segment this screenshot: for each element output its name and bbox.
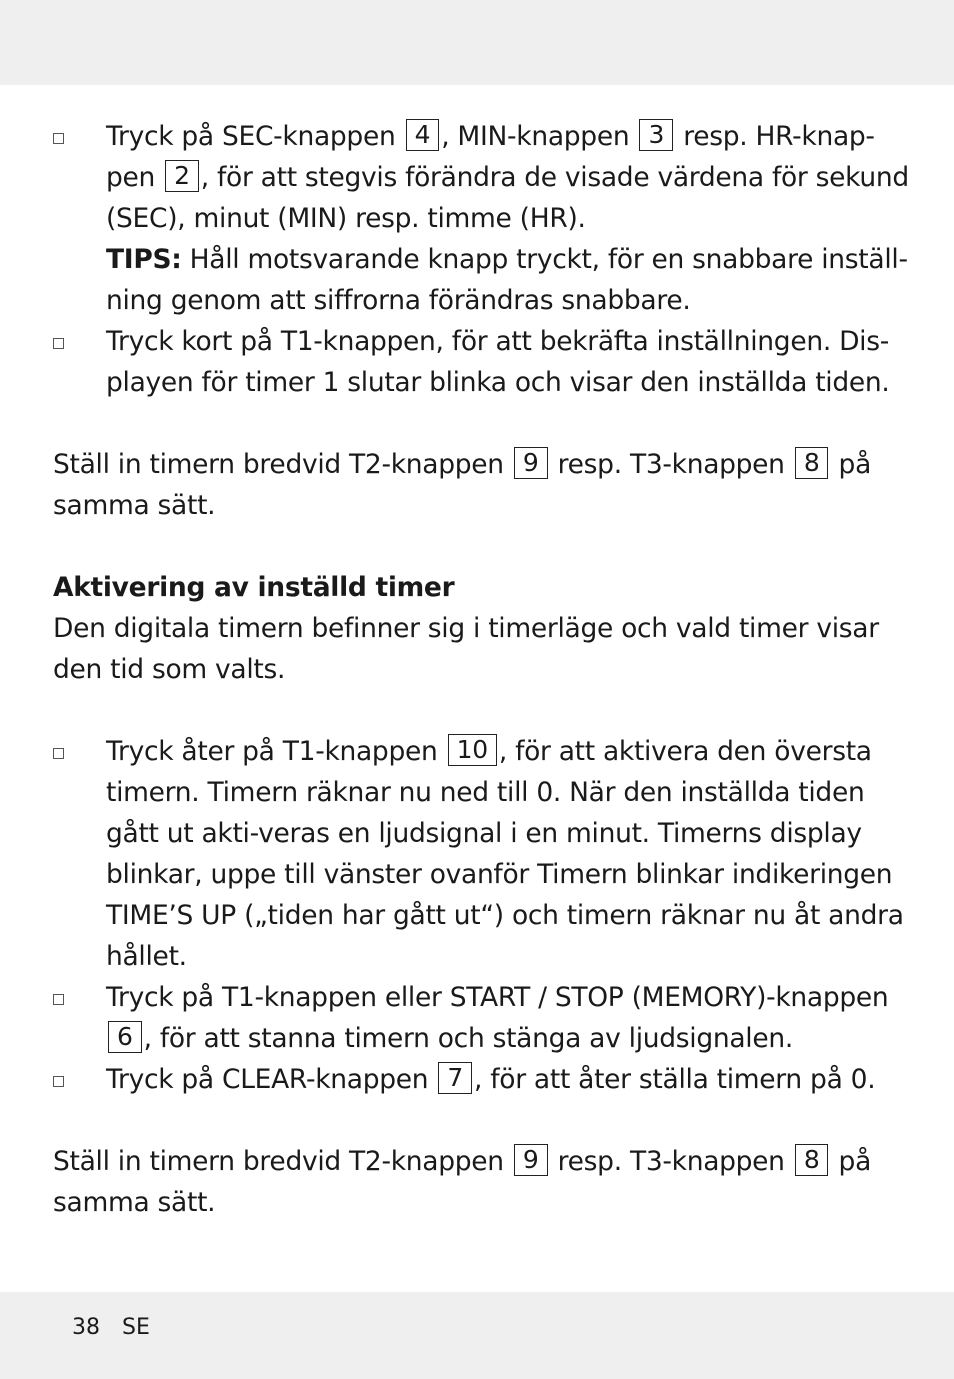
checkbox-bullet-icon [53, 133, 64, 144]
text: resp. T3-knappen [557, 1146, 785, 1177]
language-code: SE [122, 1315, 150, 1340]
list-item [53, 1059, 913, 1100]
paragraph [53, 444, 913, 526]
key-label: 4 [406, 119, 440, 151]
page-footer [72, 1315, 172, 1340]
text: resp. T3-knappen [557, 449, 785, 480]
intro-paragraph: Den digitala timern befinner sig i timerläge och vald timer visar den tid som valts. [53, 613, 879, 685]
key-label: 3 [639, 119, 673, 151]
list-item-text [106, 977, 913, 1059]
header-band [0, 0, 954, 85]
checkbox-bullet-icon [53, 338, 64, 349]
list-item-text [106, 116, 913, 239]
text: Tryck på CLEAR-knappen [106, 1064, 429, 1095]
list-item-text: Tryck kort på T1-knappen, för att bekräfta inställningen. Dis-playen för timer 1 slutar blinka och visar den inställda tiden. [106, 326, 890, 398]
text: Ställ in timern bredvid T2-knappen [53, 449, 504, 480]
page-number: 38 [72, 1315, 100, 1340]
key-label: 7 [438, 1062, 472, 1094]
key-label: 8 [795, 447, 829, 479]
text: på samma sätt. [53, 1146, 872, 1218]
text: Ställ in timern bredvid T2-knappen [53, 1146, 504, 1177]
key-label: 10 [448, 734, 497, 766]
text: på samma sätt. [53, 449, 872, 521]
text: , för att aktivera den översta timern. Timern räknar nu ned till 0. När den inställda tiden gått ut akti-veras en ljudsignal i en minut. Timerns display blinkar, uppe till vänster ovanför Timern blinkar indikeringen TIME’S UP („tiden har gått ut“) och timern räknar nu åt andra hållet. [106, 736, 904, 972]
list-item [53, 977, 913, 1059]
list-item [53, 321, 913, 403]
key-label: 9 [514, 1144, 548, 1176]
list-item [53, 116, 913, 321]
section-heading: Aktivering av inställd timer [53, 572, 455, 603]
text: , för att stegvis förändra de visade värdena för sekund (SEC), minut (MIN) resp. timme (HR). [106, 162, 909, 234]
key-label: 2 [165, 160, 199, 192]
text: Tryck åter på T1-knappen [106, 736, 438, 767]
text: Tryck på T1-knappen eller START / STOP (MEMORY)-knappen [106, 982, 889, 1013]
key-label: 8 [795, 1144, 829, 1176]
checkbox-bullet-icon [53, 748, 64, 759]
text: , MIN-knappen [441, 121, 630, 152]
list-item-text [106, 731, 913, 977]
page-content [53, 116, 913, 1223]
paragraph [53, 1141, 913, 1223]
text: resp. HR-knap-pen [106, 121, 875, 193]
text: , för att åter ställa timern på 0. [474, 1064, 876, 1095]
text: Tryck på SEC-knappen [106, 121, 396, 152]
tips-text: Håll motsvarande knapp tryckt, för en snabbare inställ-ning genom att siffrorna förändras snabbare. [106, 244, 908, 316]
checkbox-bullet-icon [53, 994, 64, 1005]
checkbox-bullet-icon [53, 1076, 64, 1087]
key-label: 6 [108, 1021, 142, 1053]
list-item-text [106, 1059, 913, 1100]
tips-label: TIPS: [106, 244, 182, 275]
text: , för att stanna timern och stänga av ljudsignalen. [143, 1023, 793, 1054]
list-item [53, 731, 913, 977]
key-label: 9 [514, 447, 548, 479]
tips-note [106, 239, 913, 321]
